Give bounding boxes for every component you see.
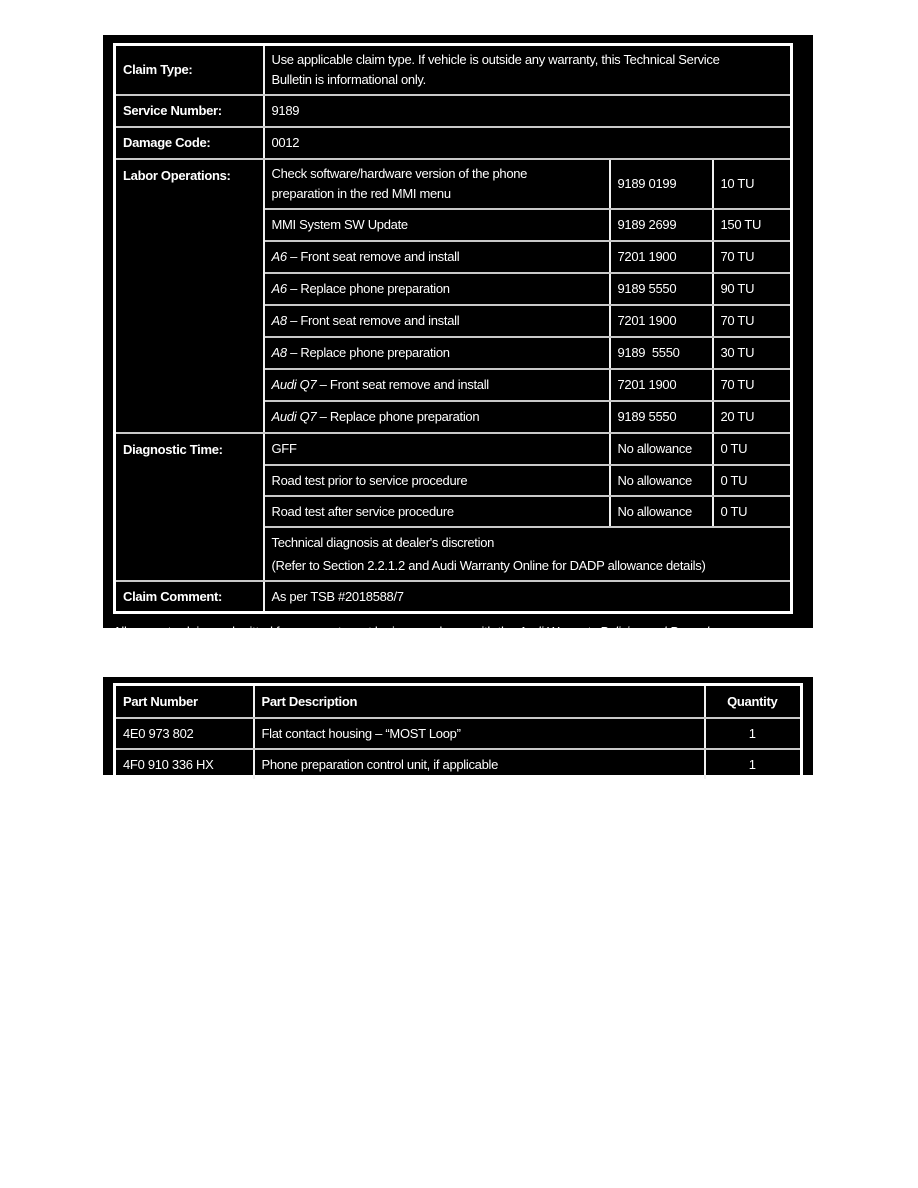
service-number-label: Service Number: [115, 95, 264, 127]
labor-op-desc-line1: Check software/hardware version of the phone [271, 166, 528, 181]
diagnostic-note-line2: (Refer to Section 2.2.1.2 and Audi Warranty Online for DADP allowance details) [271, 557, 706, 573]
diagnostic-time-row [115, 433, 792, 465]
labor-op-desc [264, 159, 610, 209]
damage-code-label: Damage Code: [115, 127, 264, 159]
labor-op-tu: 30 TU [713, 337, 792, 369]
labor-op-desc [264, 241, 610, 273]
labor-op-tu: 90 TU [713, 273, 792, 305]
parts-row [115, 749, 802, 781]
labor-op-desc-text: – Replace phone preparation [316, 409, 480, 424]
vehicle-name: A6 [271, 281, 287, 296]
claim-type-label: Claim Type: [115, 45, 264, 96]
footnote-line2-italic: Manual. [113, 646, 158, 661]
labor-op-desc [264, 369, 610, 401]
service-number-row [115, 95, 792, 127]
parts-panel [103, 677, 813, 775]
diagnostic-tu: 0 TU [713, 465, 792, 496]
labor-op-desc [264, 401, 610, 433]
footnote-line1-regular: All warranty claims submitted for payment must be in accordance with the [113, 624, 519, 639]
part-description-cell: Phone preparation control unit, if applicable [254, 749, 705, 781]
labor-op-code: 9189 5550 [610, 273, 713, 305]
footnote-line2-regular: Claims are subject to review or audit by Audi Warranty. [157, 646, 459, 661]
vehicle-name: Audi Q7 [271, 377, 317, 392]
diagnostic-allowance: No allowance [610, 496, 713, 527]
labor-op-desc [264, 273, 610, 305]
labor-op-tu: 10 TU [713, 159, 792, 209]
diagnostic-time-label: Diagnostic Time: [115, 433, 264, 581]
quantity-cell: 1 [705, 718, 802, 749]
part-description-header: Part Description [254, 685, 705, 719]
footnote-line2 [113, 643, 805, 665]
labor-op-desc-text: – Front seat remove and install [286, 313, 460, 328]
labor-op-tu: 20 TU [713, 401, 792, 433]
labor-op-desc-text: – Replace phone preparation [286, 345, 450, 360]
quantity-cell: 1 [705, 749, 802, 781]
warranty-claim-panel [103, 35, 813, 661]
labor-op-code: 9189 5550 [610, 401, 713, 433]
labor-op-code: 7201 1900 [610, 241, 713, 273]
damage-code-row [115, 127, 792, 159]
diagnostic-desc: GFF [264, 433, 610, 465]
part-number-cell: 4F0 910 336 HX [115, 749, 254, 781]
labor-op-tu: 150 TU [713, 209, 792, 241]
part-description-cell: Flat contact housing – “MOST Loop” [254, 718, 705, 749]
parts-table [113, 683, 803, 782]
parts-row [115, 718, 802, 749]
labor-op-tu: 70 TU [713, 305, 792, 337]
diagnostic-desc: Road test prior to service procedure [264, 465, 610, 496]
diagnostic-note-line1: Technical diagnosis at dealer's discretion [271, 534, 495, 550]
labor-op-code: 9189 2699 [610, 209, 713, 241]
parts-header-row [115, 685, 802, 719]
diagnostic-note [264, 527, 792, 581]
claim-comment-row [115, 581, 792, 613]
claim-comment-value: As per TSB #2018588/7 [264, 581, 792, 613]
quantity-header: Quantity [705, 685, 802, 719]
labor-op-code: 9189 5550 [610, 337, 713, 369]
claim-type-value [264, 45, 792, 96]
diagnostic-desc: Road test after service procedure [264, 496, 610, 527]
labor-op-code: 7201 1900 [610, 305, 713, 337]
vehicle-name: A8 [271, 313, 287, 328]
labor-op-code: 7201 1900 [610, 369, 713, 401]
labor-op-desc [264, 209, 610, 241]
service-number-value: 9189 [264, 95, 792, 127]
labor-op-desc-text: – Replace phone preparation [286, 281, 450, 296]
footnote-line1-italic: Audi Warranty Policies and Procedures [518, 624, 733, 639]
claim-type-line1: Use applicable claim type. If vehicle is outside any warranty, this Technical Service [271, 52, 720, 67]
labor-op-desc-line2: preparation in the red MMI menu [271, 186, 451, 201]
diagnostic-tu: 0 TU [713, 433, 792, 465]
labor-op-desc [264, 337, 610, 369]
labor-op-desc-text: – Front seat remove and install [316, 377, 489, 392]
labor-op-row [115, 159, 792, 209]
labor-op-code: 9189 0199 [610, 159, 713, 209]
footnote-line1 [113, 621, 805, 643]
diagnostic-tu: 0 TU [713, 496, 792, 527]
vehicle-name: A8 [271, 345, 287, 360]
part-number-header: Part Number [115, 685, 254, 719]
labor-op-desc-text: MMI System SW Update [271, 217, 408, 232]
claim-comment-label: Claim Comment: [115, 581, 264, 613]
claim-type-row [115, 45, 792, 96]
labor-operations-label: Labor Operations: [115, 159, 264, 433]
vehicle-name: Audi Q7 [271, 409, 317, 424]
labor-op-desc-text: – Front seat remove and install [286, 249, 460, 264]
labor-op-desc [264, 305, 610, 337]
warranty-claim-table [113, 43, 793, 614]
warranty-footnote [113, 621, 805, 665]
labor-op-tu: 70 TU [713, 369, 792, 401]
labor-op-tu: 70 TU [713, 241, 792, 273]
claim-type-line2: Bulletin is informational only. [271, 72, 426, 87]
diagnostic-allowance: No allowance [610, 465, 713, 496]
damage-code-value: 0012 [264, 127, 792, 159]
vehicle-name: A6 [271, 249, 287, 264]
diagnostic-allowance: No allowance [610, 433, 713, 465]
part-number-cell: 4E0 973 802 [115, 718, 254, 749]
